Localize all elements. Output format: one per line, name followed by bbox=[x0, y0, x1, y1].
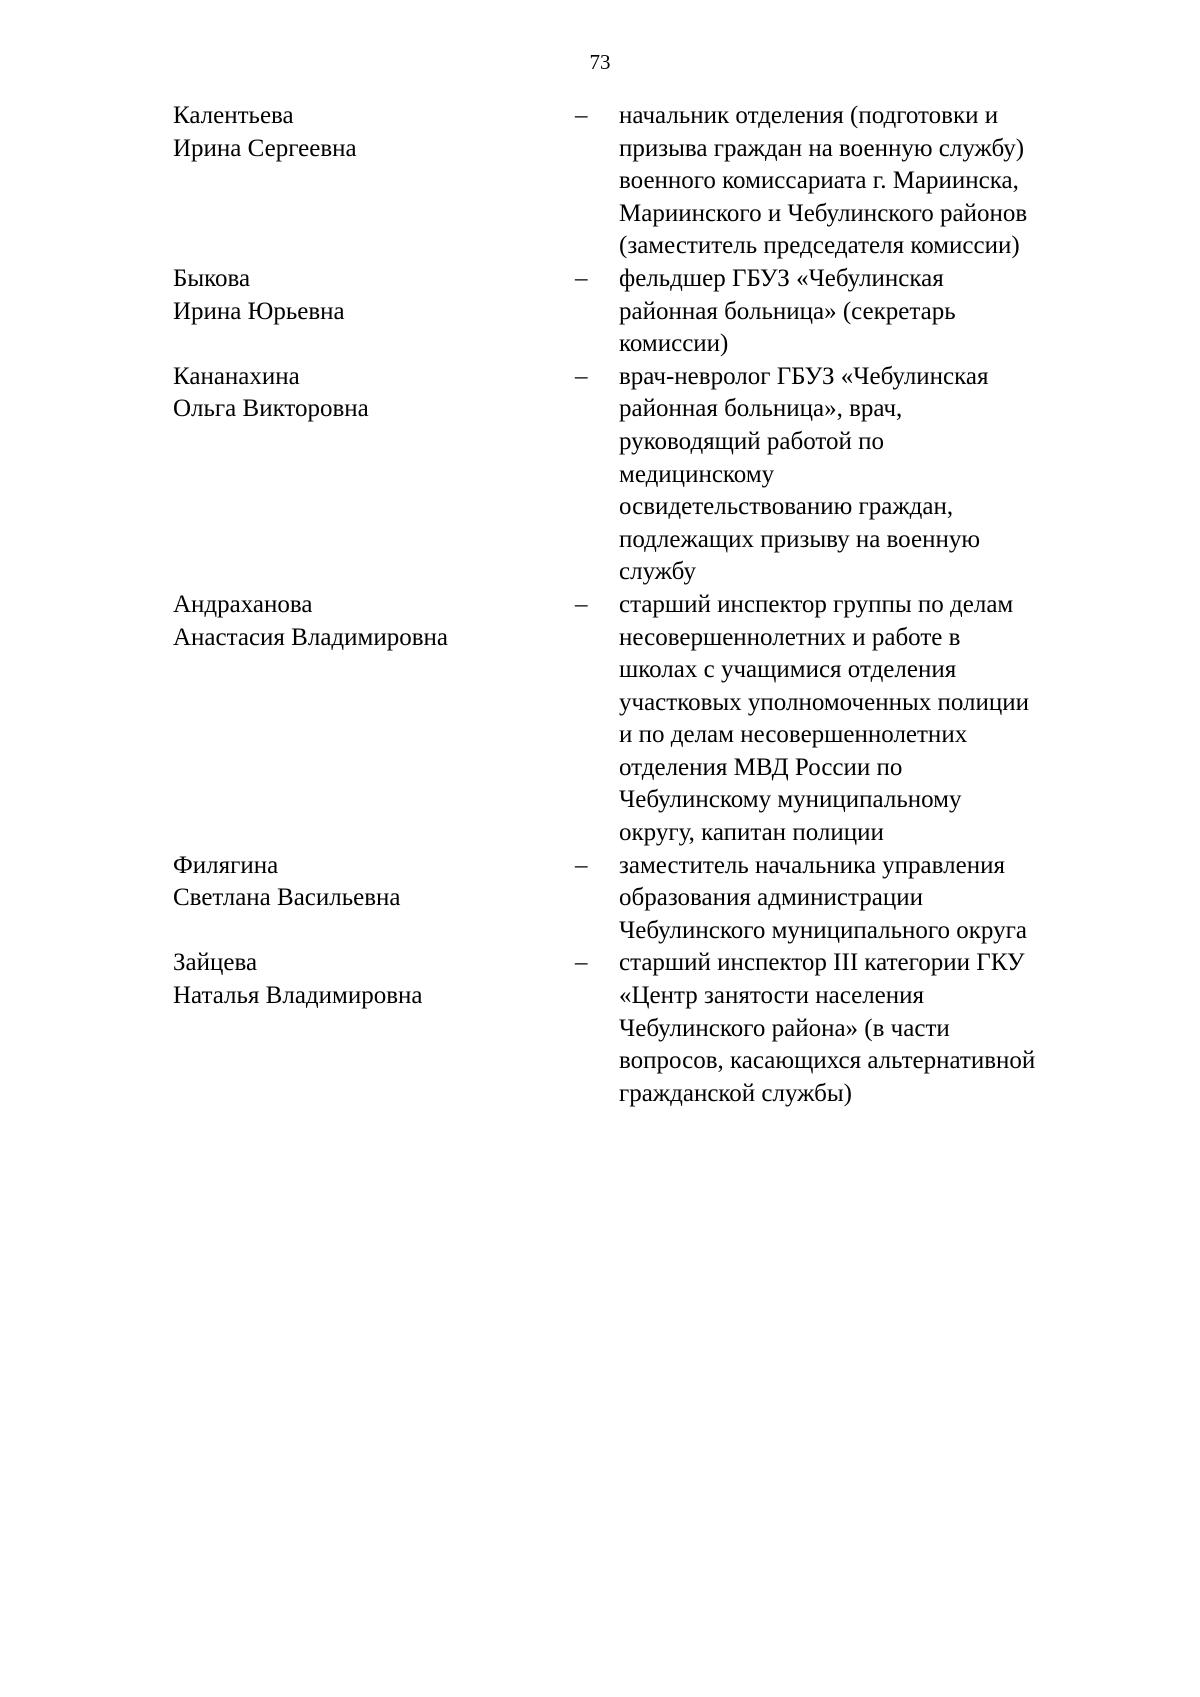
member-surname: Андраханова bbox=[173, 590, 313, 618]
member-dash: – bbox=[575, 264, 588, 292]
member-name bbox=[173, 589, 575, 654]
member-dash: – bbox=[575, 851, 588, 879]
member-row bbox=[173, 263, 1133, 361]
member-role: фельдшер ГБУЗ «Чебулинская районная больница» (секретарь комиссии) bbox=[619, 264, 956, 358]
member-dash: – bbox=[575, 102, 588, 129]
member-role: заместитель начальника управления образования администрации Чебулинского муниципального округа bbox=[619, 851, 1027, 944]
member-surname: Калентьева bbox=[173, 102, 294, 129]
member-row bbox=[173, 947, 1133, 1110]
member-dash: – bbox=[575, 362, 588, 390]
page-number: 73 bbox=[589, 50, 611, 74]
member-name bbox=[173, 100, 575, 165]
member-given-names: Светлана Васильевна bbox=[173, 884, 401, 912]
member-row bbox=[173, 589, 1133, 850]
member-given-names: Ольга Викторовна bbox=[173, 395, 369, 423]
member-row bbox=[173, 850, 1133, 948]
member-role: старший инспектор группы по делам несовершеннолетних и работе в школах с учащимися отделения участковых уполномоченных полиции и по делам несовершеннолетних отделения МВД России по Чебулинскому муниципальному округу, капитан полиции bbox=[619, 590, 1030, 847]
member-given-names: Ирина Юрьевна bbox=[173, 297, 345, 325]
commission-members-list bbox=[173, 100, 1133, 1110]
member-name bbox=[173, 947, 575, 1012]
member-surname: Филягина bbox=[173, 851, 279, 879]
member-given-names: Наталья Владимировна bbox=[173, 982, 423, 1010]
member-name bbox=[173, 263, 575, 328]
member-surname: Зайцева bbox=[173, 949, 258, 977]
member-role: старший инспектор III категории ГКУ «Центр занятости населения Чебулинского района» (в части вопросов, касающихся альтернативной гражданской службы) bbox=[619, 949, 1036, 1107]
member-dash: – bbox=[575, 590, 588, 618]
member-given-names: Анастасия Владимировна bbox=[173, 623, 448, 651]
member-surname: Быкова bbox=[173, 264, 251, 292]
member-given-names: Ирина Сергеевна bbox=[173, 134, 357, 162]
member-role: врач-невролог ГБУЗ «Чебулинская районная больница», врач, руководящий работой по медицинскому освидетельствованию граждан, подлежащих призыву на военную службу bbox=[619, 362, 989, 586]
member-role: начальник отделения (подготовки и призыва граждан на военную службу) военного комиссариата г. Мариинска, Мариинского и Чебулинского районов (заместитель председателя комиссии) bbox=[619, 102, 1028, 260]
member-surname: Кананахина bbox=[173, 362, 300, 390]
member-row bbox=[173, 361, 1133, 589]
member-name bbox=[173, 361, 575, 426]
member-dash: – bbox=[575, 949, 588, 977]
member-row bbox=[173, 100, 1133, 263]
member-name bbox=[173, 850, 575, 915]
